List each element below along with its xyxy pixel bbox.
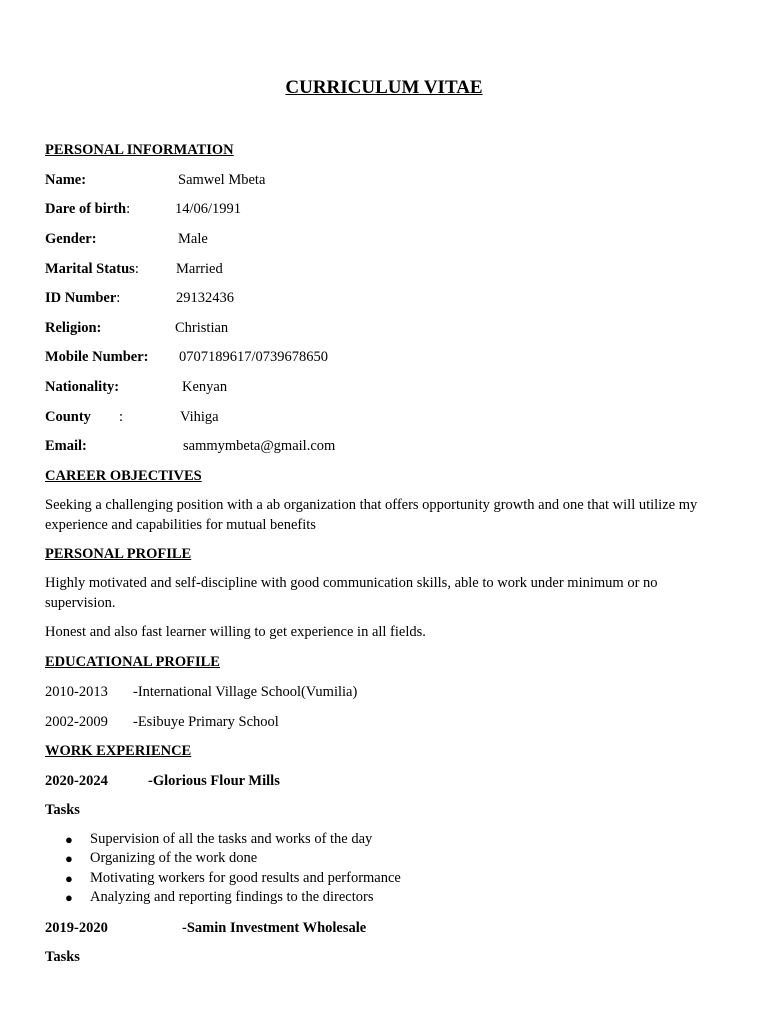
field-label: Gender: — [45, 231, 97, 247]
task-item: ● Supervision of all the tasks and works of the day — [45, 830, 401, 849]
work-years: 2020-2024 — [45, 773, 108, 789]
field-value: Vihiga — [180, 409, 219, 425]
bullet-icon: ● — [65, 832, 73, 847]
field-label-colon: : — [116, 290, 121, 306]
field-value: Married — [176, 261, 223, 277]
education-years: 2010-2013 — [45, 684, 108, 700]
field-value: Kenyan — [182, 379, 228, 395]
field-value: Christian — [175, 320, 229, 336]
task-item: ● Organizing of the work done — [45, 849, 401, 868]
heading-educational-profile: EDUCATIONAL PROFILE — [45, 654, 220, 670]
tasks-label: Tasks — [45, 949, 80, 965]
bullet-icon: ● — [65, 889, 73, 905]
field-value: 29132436 — [176, 290, 234, 306]
work-employer: -Glorious Flour Mills — [148, 773, 280, 789]
field-label-colon: : — [126, 201, 131, 217]
field-label: Religion: — [45, 320, 102, 336]
field-label: Mobile Number: — [45, 349, 149, 365]
personal-profile-paragraph: Honest and also fast learner willing to get experience in all fields. — [45, 624, 426, 640]
field-label: County — [45, 409, 91, 425]
education-school: -International Village School(Vumilia) — [133, 684, 358, 700]
heading-career-objectives: CAREER OBJECTIVES — [45, 468, 202, 484]
field-value: 14/06/1991 — [175, 201, 242, 217]
education-school: -Esibuye Primary School — [133, 714, 279, 730]
bullet-icon: ● — [65, 870, 73, 886]
field-label: Nationality: — [45, 379, 120, 395]
field-value: sammymbeta@gmail.com — [183, 438, 336, 454]
work-years: 2019-2020 — [45, 920, 108, 936]
field-label: Name: — [45, 172, 87, 188]
tasks-label: Tasks — [45, 802, 80, 818]
field-label-colon: : — [134, 261, 139, 277]
field-value: Samwel Mbeta — [178, 172, 266, 188]
work-employer: -Samin Investment Wholesale — [182, 920, 367, 936]
field-label: Dare of birth — [45, 201, 127, 217]
field-value: Male — [178, 231, 208, 247]
task-item: ● Motivating workers for good results and performance — [45, 869, 401, 888]
task-item: ● Analyzing and reporting findings to the directors — [45, 888, 401, 907]
heading-personal-profile: PERSONAL PROFILE — [45, 546, 192, 562]
field-label: Marital Status — [45, 261, 135, 277]
personal-profile-paragraph: Highly motivated and self-discipline with good communication skills, able to work under minimum or no supervision. — [45, 575, 658, 611]
bullet-icon: ● — [65, 851, 73, 867]
career-objectives-text: Seeking a challenging position with a ab organization that offers opportunity growth and one that will utilize my experience and capabilities for mutual benefits — [45, 497, 698, 533]
document-title: CURRICULUM VITAE — [285, 77, 483, 98]
task-list — [45, 830, 401, 907]
field-label: Email: — [45, 438, 87, 454]
field-label-colon: : — [119, 409, 124, 425]
heading-personal-information: PERSONAL INFORMATION — [45, 142, 234, 158]
field-value: 0707189617/0739678650 — [179, 349, 329, 365]
heading-work-experience: WORK EXPERIENCE — [45, 743, 192, 759]
education-years: 2002-2009 — [45, 714, 108, 730]
field-label: ID Number — [45, 290, 117, 306]
